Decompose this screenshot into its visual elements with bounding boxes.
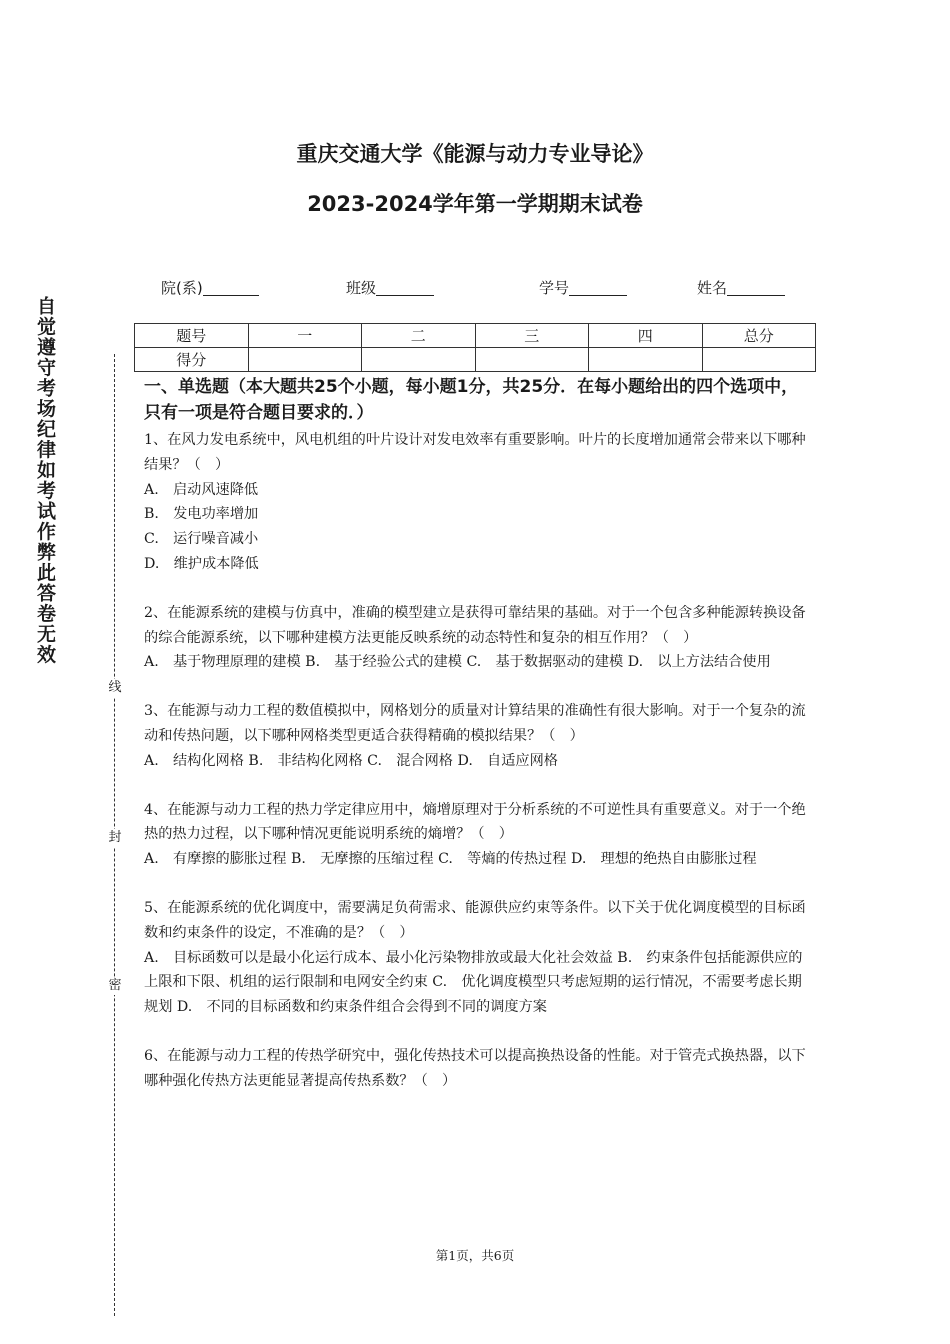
student-id-field: [539, 277, 627, 298]
name-blank: [727, 279, 785, 296]
score-cell-part4: 四: [589, 324, 703, 348]
binding-mark-seal: 封: [105, 829, 125, 847]
page-number: 第1页，共6页: [435, 1248, 515, 1263]
exam-title-line1: 重庆交通大学《能源与动力专业导论》: [296, 142, 654, 166]
question-1-option-c: C. 运行噪音减小: [144, 531, 259, 548]
score-row-label: 得分: [135, 348, 249, 372]
question-2-options: A. 基于物理原理的建模 B. 基于经验公式的建模 C. 基于数据驱动的建模 D. 以上方法结合使用: [144, 654, 771, 671]
question-3-options: A. 结构化网格 B. 非结构化网格 C. 混合网格 D. 自适应网格: [144, 752, 558, 769]
question-2-stem: 2、在能源系统的建模与仿真中，准确的模型建立是获得可靠结果的基础。对于一个包含多种能源转换设备的综合能源系统，以下哪种建模方法更能反映系统的动态特性和复杂的相互作用？（ ）: [144, 604, 806, 646]
question-1-stem: 1、在风力发电系统中，风电机组的叶片设计对发电效率有重要影响。叶片的长度增加通常会带来以下哪种结果？（ ）: [144, 432, 806, 473]
question-gap: [144, 872, 810, 896]
question-4-options: A. 有摩擦的膨胀过程 B. 无摩擦的压缩过程 C. 等熵的传热过程 D. 理想的绝热自由膨胀过程: [144, 851, 757, 868]
score-cell-part3: 三: [475, 324, 589, 348]
question-1-option-a: A. 启动风速降低: [144, 481, 259, 498]
score-blank-cell: [702, 348, 816, 372]
question-gap: [144, 577, 810, 601]
name-label: 姓名: [697, 279, 728, 297]
department-field: [161, 277, 259, 298]
question-1-option-b: B. 发电功率增加: [144, 506, 259, 523]
name-field: [697, 277, 785, 298]
question-gap: [144, 774, 810, 798]
question-gap: [144, 1020, 810, 1044]
question-5-options: A. 目标函数可以是最小化运行成本、最小化污染物排放或最大化社会效益 B. 约束条件包括能源供应的上限和下限、机组的运行限制和电网安全约束 C. 优化调度模型只考虑短期的运行情况，不需要考虑长期规划 D. 不同的目标函数和约束条件组合会得到不同的调度方案: [144, 949, 803, 1016]
exam-title-line2: 2023-2024学年第一学期期末试卷: [307, 192, 643, 216]
score-blank-cell: [475, 348, 589, 372]
student-id-label: 学号: [539, 279, 570, 297]
score-cell-part1: 一: [248, 324, 362, 348]
score-table-score-row: [135, 348, 816, 372]
class-label: 班级: [346, 279, 377, 297]
question-3-stem: 3、在能源与动力工程的数值模拟中，网格划分的质量对计算结果的准确性有很大影响。对于一个复杂的流动和传热问题，以下哪种网格类型更适合获得精确的模拟结果？（ ）: [144, 703, 806, 744]
class-blank: [376, 279, 434, 296]
score-blank-cell: [362, 348, 476, 372]
binding-notice: 自觉遵守考场纪律如考试作弊此答卷无效: [34, 296, 56, 665]
score-cell-part2: 二: [362, 324, 476, 348]
section-title: 一、单选题（本大题共25个小题，每小题1分，共25分．在每小题给出的四个选项中，只有一项是符合题目要求的．）: [144, 377, 799, 423]
question-1-option-d: D. 维护成本降低: [144, 555, 259, 572]
question-4-stem: 4、在能源与动力工程的热力学定律应用中，熵增原理对于分析系统的不可逆性具有重要意义。对于一个绝热的热力过程，以下哪种情况更能说明系统的熵增？（ ）: [144, 801, 806, 843]
department-blank: [203, 279, 259, 296]
department-label: 院(系): [161, 279, 203, 297]
score-blank-cell: [589, 348, 703, 372]
score-cell-label: 题号: [135, 324, 249, 348]
score-blank-cell: [248, 348, 362, 372]
exam-content: [144, 374, 810, 1094]
question-6-stem: 6、在能源与动力工程的传热学研究中，强化传热技术可以提高换热设备的性能。对于管壳式换热器，以下哪种强化传热方法更能显著提高传热系数？（ ）: [144, 1047, 806, 1089]
score-cell-total: 总分: [702, 324, 816, 348]
question-5-stem: 5、在能源系统的优化调度中，需要满足负荷需求、能源供应约束等条件。以下关于优化调度模型的目标函数和约束条件的设定，不准确的是？（ ）: [144, 899, 806, 941]
student-id-blank: [569, 279, 627, 296]
score-table: [134, 323, 816, 372]
binding-mark-secret: 密: [105, 977, 125, 995]
question-gap: [144, 675, 810, 699]
score-table-header-row: [135, 324, 816, 348]
binding-mark-line: 线: [105, 679, 125, 697]
class-field: [346, 277, 434, 298]
